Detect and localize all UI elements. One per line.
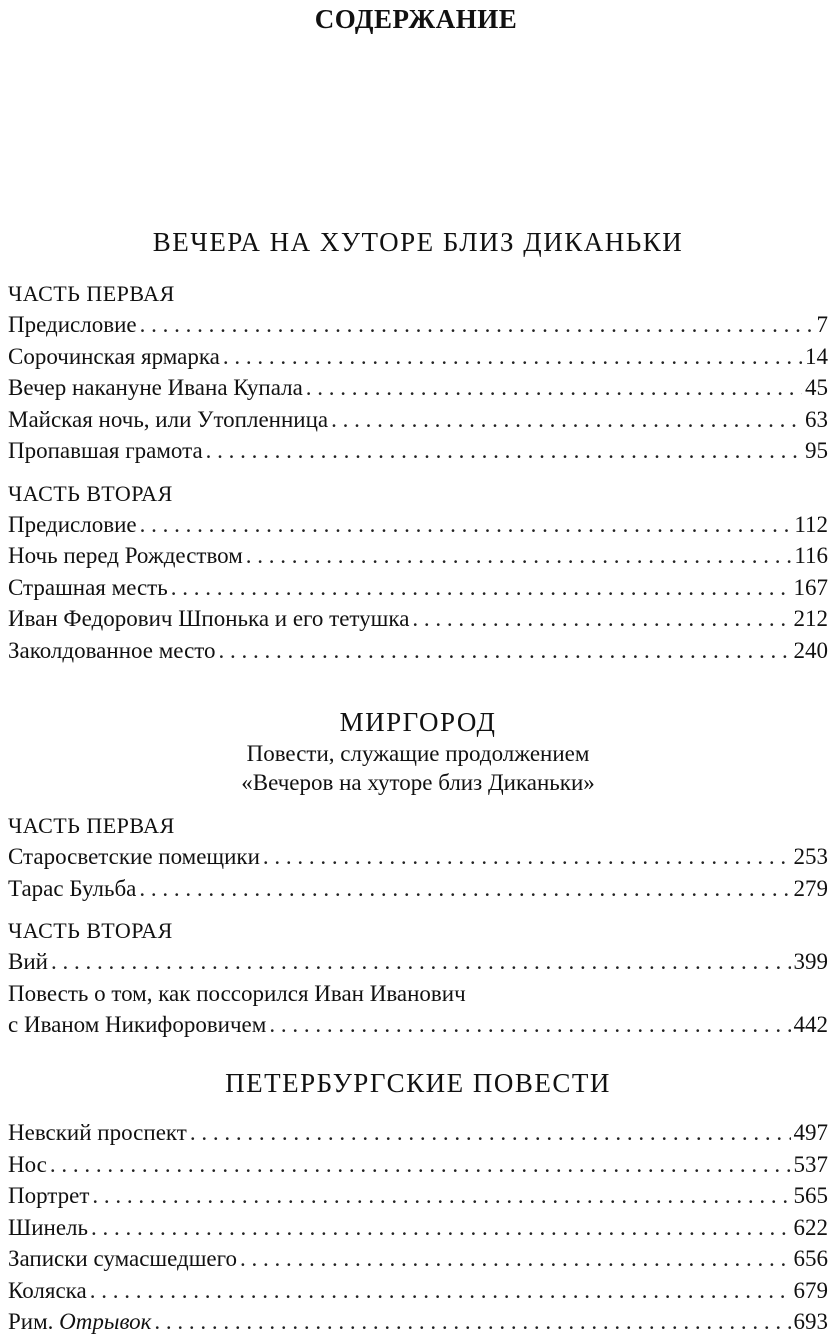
dot-leader [91,1212,791,1244]
section-dikanka [8,225,828,666]
dot-leader [206,435,802,467]
toc-entry-title: Ночь перед Рождеством [8,543,243,568]
dot-leader [139,873,790,905]
toc-entry[interactable] [8,946,828,978]
toc-entry-page: 622 [793,1214,828,1240]
toc-entry-title: Вий [8,949,48,974]
dot-leader [140,509,792,541]
toc-entry-page: 212 [793,606,828,631]
dot-leader [51,946,791,978]
toc-entry-page: 14 [805,343,828,369]
toc-entry-title: Предисловие [8,312,137,337]
toc-entry[interactable] [8,309,828,341]
dot-leader [190,1117,791,1149]
toc-entry-page: 253 [793,844,828,869]
dot-leader [263,841,791,873]
dot-leader [50,1149,791,1181]
toc-entry-page: 679 [793,1277,828,1303]
dot-leader [140,309,814,341]
toc-entry[interactable] [8,1243,828,1275]
toc-entry[interactable] [8,1117,828,1149]
toc-entry-title: Записки сумасшедшего [8,1246,238,1271]
page-title: СОДЕРЖАНИЕ [314,4,518,34]
toc-entry-page: 497 [793,1120,828,1145]
toc-entry-title: Невский проспект [8,1120,187,1145]
section-mirgorod [8,705,828,1041]
toc-entry[interactable] [8,404,828,436]
toc-entry-title: Коляска [8,1277,87,1303]
toc-entry[interactable] [8,603,828,635]
dot-leader [306,372,802,404]
toc-entry-title: Сорочинская ярмарка [8,343,220,369]
part-label: ЧАСТЬ ПЕРВАЯ [8,281,175,306]
dot-leader [219,635,791,667]
dot-leader [171,572,791,604]
toc-entry-title: Вечер накануне Ивана Купала [8,375,303,400]
toc-entry-title: Повесть о том, как поссорился Иван Иванович [8,980,466,1006]
toc-entry-title-main: Рим. [8,1309,54,1334]
toc-entry-title: Пропавшая грамота [8,438,203,463]
toc-entry-title-continued: с Иваном Никифоровичем [8,1012,267,1037]
section-title: ВЕЧЕРА НА ХУТОРЕ БЛИЗ ДИКАНЬКИ [152,227,684,257]
toc-entry-page: 537 [793,1151,828,1177]
part-label: ЧАСТЬ ПЕРВАЯ [8,813,175,838]
dot-leader [269,1009,790,1041]
toc-entry-title: Заколдованное место [8,637,216,663]
toc-entry[interactable] [8,435,828,467]
toc-entry-title [8,1306,151,1338]
toc-entry-title: Нос [8,1151,47,1177]
part-label: ЧАСТЬ ВТОРАЯ [8,918,173,943]
toc-entry[interactable] [8,841,828,873]
section-petersburg [8,1066,828,1338]
toc-entry-page: 442 [793,1012,828,1037]
dot-leader [92,1180,790,1212]
toc-entry-page: 279 [793,875,828,901]
toc-entry-title: Предисловие [8,511,137,537]
dot-leader [154,1306,790,1338]
toc-entry-title: Шинель [8,1214,88,1240]
section-subtitle: «Вечеров на хуторе близ Диканьки» [241,770,595,795]
toc-entry[interactable] [8,509,828,541]
toc-entry-page: 399 [793,949,828,974]
toc-entry[interactable] [8,1149,828,1181]
dot-leader [331,404,802,436]
toc-entry-page: 112 [794,511,828,537]
toc-entry-page: 656 [793,1246,828,1271]
dot-leader [223,341,802,373]
toc-entry-page: 240 [793,637,828,663]
toc-entry[interactable] [8,1212,828,1244]
dot-leader [240,1243,790,1275]
toc-entry[interactable] [8,635,828,667]
toc-entry-page: 63 [805,406,828,432]
dot-leader [90,1275,791,1307]
section-title: МИРГОРОД [339,707,497,737]
toc-entry[interactable] [8,1306,828,1338]
toc-entry-title: Тарас Бульба [8,875,137,901]
toc-entry[interactable] [8,1180,828,1212]
dot-leader [246,540,792,572]
toc-entry[interactable] [8,978,828,1041]
toc-entry-page: 167 [793,574,828,600]
toc-entry-page: 7 [816,312,828,337]
toc-entry[interactable] [8,372,828,404]
toc-entry-page: 693 [793,1309,828,1334]
toc-entry-title: Портрет [8,1183,90,1208]
section-subtitle: Повести, служащие продолжением [246,741,590,766]
toc-entry-page: 95 [805,438,828,463]
toc-entry-title: Майская ночь, или Утопленница [8,406,329,432]
dot-leader [412,603,790,635]
toc-entry-title: Иван Федорович Шпонька и его тетушка [8,606,410,631]
toc-entry[interactable] [8,572,828,604]
toc-entry-page: 45 [805,375,828,400]
section-title: ПЕТЕРБУРГСКИЕ ПОВЕСТИ [225,1068,611,1098]
toc-entry-title: Страшная месть [8,574,168,600]
part-label: ЧАСТЬ ВТОРАЯ [8,480,173,506]
toc-entry-page: 116 [794,543,828,568]
toc-entry[interactable] [8,341,828,373]
toc-entry[interactable] [8,540,828,572]
toc-entry-page: 565 [793,1183,828,1208]
toc-entry[interactable] [8,873,828,905]
toc-entry[interactable] [8,1275,828,1307]
toc-entry-title: Старосветские помещики [8,844,260,869]
toc-entry-title-italic: Отрывок [59,1309,152,1334]
